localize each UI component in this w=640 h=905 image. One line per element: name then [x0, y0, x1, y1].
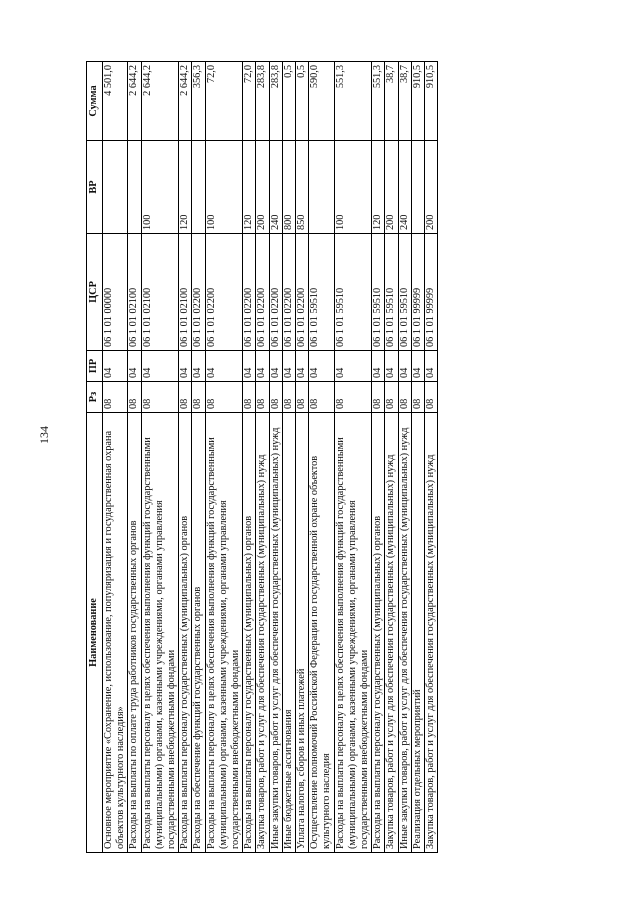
cell-name: Реализация отдельных мероприятий — [411, 413, 424, 853]
table-row — [128, 62, 141, 853]
table-row — [256, 62, 269, 853]
cell-pr: 04 — [243, 351, 256, 382]
cell-csr: 06 1 01 02200 — [256, 234, 269, 351]
cell-sum: 38,7 — [385, 62, 398, 141]
cell-name: Расходы на выплаты персоналу в целях обеспечения выполнения функций государственными (муниципальными) органами, казенными учреждениями, органами управления государственными внебюджетными фондами — [334, 413, 372, 853]
cell-csr: 06 1 01 00000 — [103, 234, 128, 351]
cell-csr: 06 1 01 02200 — [192, 234, 205, 351]
table-row — [398, 62, 411, 853]
table-row — [296, 62, 309, 853]
cell-name: Расходы на выплаты персоналу государственных (муниципальных) органов — [243, 413, 256, 853]
budget-table — [86, 61, 438, 853]
cell-csr: 06 1 01 99999 — [411, 234, 424, 351]
cell-sum: 0,5 — [282, 62, 295, 141]
cell-vr: 120 — [372, 141, 385, 234]
table-header-row — [87, 62, 103, 853]
cell-sum: 2 644,2 — [179, 62, 192, 141]
cell-sum: 910,5 — [425, 62, 438, 141]
cell-rz: 08 — [385, 382, 398, 413]
cell-csr: 06 1 01 59510 — [334, 234, 372, 351]
cell-sum: 72,0 — [205, 62, 243, 141]
table-row — [243, 62, 256, 853]
cell-pr: 04 — [205, 351, 243, 382]
cell-name: Закупка товаров, работ и услуг для обеспечения государственных (муниципальных) нужд — [256, 413, 269, 853]
table-row — [269, 62, 282, 853]
cell-rz: 08 — [296, 382, 309, 413]
cell-sum: 4 501,0 — [103, 62, 128, 141]
cell-sum: 356,3 — [192, 62, 205, 141]
cell-rz: 08 — [179, 382, 192, 413]
cell-sum: 2 644,2 — [128, 62, 141, 141]
cell-pr: 04 — [256, 351, 269, 382]
cell-csr: 06 1 01 02100 — [179, 234, 192, 351]
header-pr: ПР — [87, 351, 103, 382]
cell-pr: 04 — [103, 351, 128, 382]
cell-pr: 04 — [282, 351, 295, 382]
cell-csr: 06 1 01 59510 — [372, 234, 385, 351]
cell-rz: 08 — [128, 382, 141, 413]
cell-vr: 100 — [205, 141, 243, 234]
cell-csr: 06 1 01 02200 — [282, 234, 295, 351]
cell-csr: 06 1 01 02200 — [205, 234, 243, 351]
table-row — [205, 62, 243, 853]
cell-pr: 04 — [411, 351, 424, 382]
table-row — [141, 62, 179, 853]
cell-vr: 100 — [334, 141, 372, 234]
cell-csr: 06 1 01 02200 — [243, 234, 256, 351]
cell-pr: 04 — [398, 351, 411, 382]
header-sum: Сумма — [87, 62, 103, 141]
cell-vr: 200 — [385, 141, 398, 234]
cell-vr — [192, 141, 205, 234]
table-row — [179, 62, 192, 853]
cell-pr: 04 — [179, 351, 192, 382]
cell-csr: 06 1 01 59510 — [309, 234, 334, 351]
cell-vr — [411, 141, 424, 234]
cell-sum: 551,3 — [372, 62, 385, 141]
header-rz: Рз — [87, 382, 103, 413]
cell-vr: 850 — [296, 141, 309, 234]
cell-pr: 04 — [372, 351, 385, 382]
cell-sum: 590,0 — [309, 62, 334, 141]
cell-pr: 04 — [334, 351, 372, 382]
cell-pr: 04 — [128, 351, 141, 382]
cell-sum: 38,7 — [398, 62, 411, 141]
cell-name: Расходы на выплаты персоналу государственных (муниципальных) органов — [372, 413, 385, 853]
cell-rz: 08 — [243, 382, 256, 413]
table-row — [425, 62, 438, 853]
page-number: 134 — [37, 426, 51, 444]
table-row — [372, 62, 385, 853]
cell-rz: 08 — [256, 382, 269, 413]
cell-pr: 04 — [309, 351, 334, 382]
cell-name: Расходы на выплаты персоналу государственных (муниципальных) органов — [179, 413, 192, 853]
cell-rz: 08 — [269, 382, 282, 413]
table-row — [411, 62, 424, 853]
cell-sum: 910,5 — [411, 62, 424, 141]
cell-csr: 06 1 01 59510 — [385, 234, 398, 351]
cell-sum: 283,8 — [269, 62, 282, 141]
header-name: Наименование — [87, 413, 103, 853]
cell-vr — [309, 141, 334, 234]
cell-name: Расходы на выплаты по оплате труда работников государственных органов — [128, 413, 141, 853]
cell-name: Иные закупки товаров, работ и услуг для обеспечения государственных (муниципальных) нужд — [398, 413, 411, 853]
cell-pr: 04 — [296, 351, 309, 382]
cell-csr: 06 1 01 02100 — [141, 234, 179, 351]
cell-name: Основное мероприятие «Сохранение, использование, популяризация и государственная охрана объектов культурного наследия» — [103, 413, 128, 853]
cell-csr: 06 1 01 99999 — [425, 234, 438, 351]
table-row — [103, 62, 128, 853]
cell-vr: 200 — [256, 141, 269, 234]
cell-sum: 0,5 — [296, 62, 309, 141]
cell-vr: 800 — [282, 141, 295, 234]
cell-name: Осуществление полномочий Российской Федерации по государственной охране объектов культурного наследия — [309, 413, 334, 853]
cell-vr — [128, 141, 141, 234]
cell-vr: 100 — [141, 141, 179, 234]
table-row — [192, 62, 205, 853]
cell-name: Расходы на выплаты персоналу в целях обеспечения выполнения функций государственными (муниципальными) органами, казенными учреждениями, органами управления государственными внебюджетными фондами — [205, 413, 243, 853]
cell-rz: 08 — [411, 382, 424, 413]
cell-csr: 06 1 01 02100 — [128, 234, 141, 351]
cell-csr: 06 1 01 59510 — [398, 234, 411, 351]
cell-sum: 551,3 — [334, 62, 372, 141]
cell-name: Расходы на обеспечение функций государственных органов — [192, 413, 205, 853]
header-vr: ВР — [87, 141, 103, 234]
cell-vr: 240 — [269, 141, 282, 234]
cell-vr: 240 — [398, 141, 411, 234]
cell-rz: 08 — [141, 382, 179, 413]
table-row — [282, 62, 295, 853]
cell-sum: 72,0 — [243, 62, 256, 141]
cell-pr: 04 — [269, 351, 282, 382]
cell-rz: 08 — [334, 382, 372, 413]
cell-pr: 04 — [425, 351, 438, 382]
cell-name: Закупка товаров, работ и услуг для обеспечения государственных (муниципальных) нужд — [425, 413, 438, 853]
cell-pr: 04 — [385, 351, 398, 382]
cell-rz: 08 — [425, 382, 438, 413]
header-csr: ЦСР — [87, 234, 103, 351]
table-body — [103, 62, 438, 853]
cell-pr: 04 — [192, 351, 205, 382]
cell-sum: 283,8 — [256, 62, 269, 141]
budget-table-container — [86, 62, 580, 853]
cell-vr — [103, 141, 128, 234]
cell-vr: 200 — [425, 141, 438, 234]
cell-rz: 08 — [192, 382, 205, 413]
cell-name: Уплата налогов, сборов и иных платежей — [296, 413, 309, 853]
cell-rz: 08 — [372, 382, 385, 413]
cell-vr: 120 — [243, 141, 256, 234]
cell-name: Иные бюджетные ассигнования — [282, 413, 295, 853]
table-row — [385, 62, 398, 853]
cell-name: Иные закупки товаров, работ и услуг для обеспечения государственных (муниципальных) нужд — [269, 413, 282, 853]
cell-rz: 08 — [398, 382, 411, 413]
cell-pr: 04 — [141, 351, 179, 382]
table-row — [309, 62, 334, 853]
cell-vr: 120 — [179, 141, 192, 234]
cell-rz: 08 — [282, 382, 295, 413]
cell-name: Закупка товаров, работ и услуг для обеспечения государственных (муниципальных) нужд — [385, 413, 398, 853]
cell-rz: 08 — [309, 382, 334, 413]
table-row — [334, 62, 372, 853]
cell-sum: 2 644,2 — [141, 62, 179, 141]
cell-rz: 08 — [103, 382, 128, 413]
cell-name: Расходы на выплаты персоналу в целях обеспечения выполнения функций государственными (муниципальными) органами, казенными учреждениями, органами управления государственными внебюджетными фондами — [141, 413, 179, 853]
cell-csr: 06 1 01 02200 — [296, 234, 309, 351]
cell-csr: 06 1 01 02200 — [269, 234, 282, 351]
cell-rz: 08 — [205, 382, 243, 413]
